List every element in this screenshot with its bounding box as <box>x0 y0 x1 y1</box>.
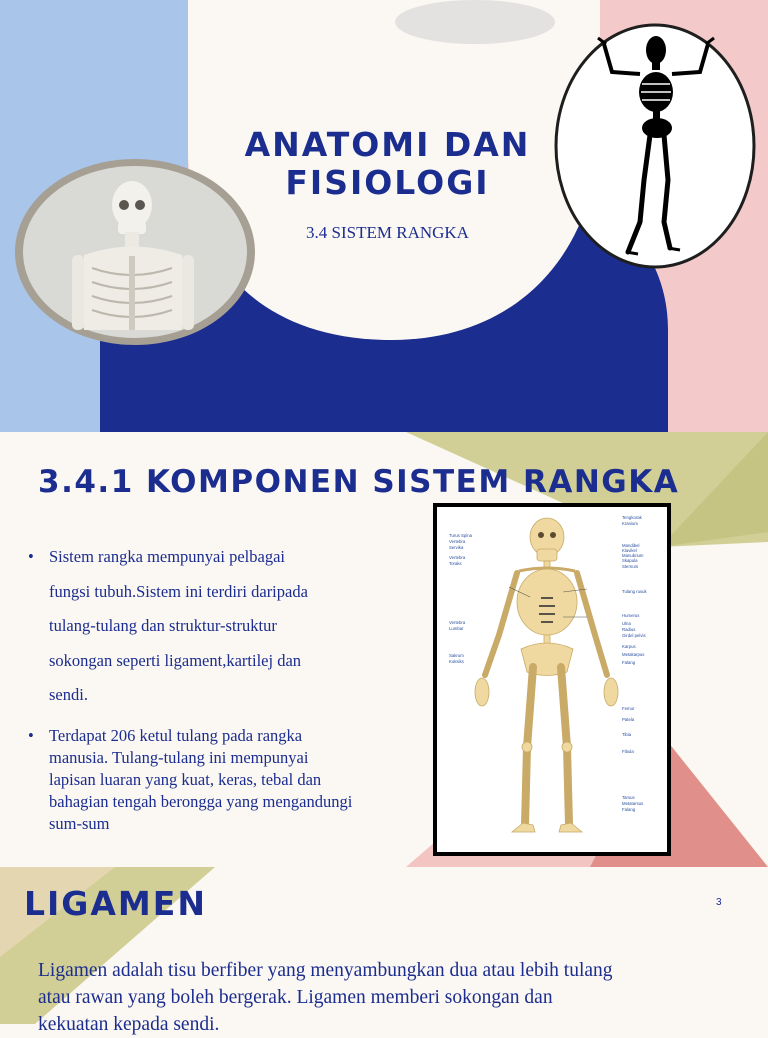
bullet-marker: • <box>28 547 34 566</box>
bullet1-line: Sistem rangka mempunyai pelbagai <box>49 547 285 566</box>
component-slide <box>0 432 768 867</box>
bullet2-line: manusia. Tulang-tulang ini mempunyai <box>49 747 309 767</box>
diagram-label: Tengkorak <box>622 515 642 520</box>
bullet-item-2 <box>28 725 408 835</box>
diagram-label: Manubrium <box>622 553 644 558</box>
bullet2-line: Terdapat 206 ketul tulang pada rangka <box>49 725 303 745</box>
diagram-label: Klavikel <box>622 548 637 553</box>
diagram-label: Humerus <box>622 613 640 618</box>
diagram-label: Metatarsus <box>622 801 644 806</box>
diagram-label: Tibia <box>622 732 632 737</box>
diagram-label: Skapula <box>622 558 638 563</box>
bullet1-line: sendi. <box>49 685 88 704</box>
bullet2-line: bahagian tengah berongga yang mengandungi <box>49 791 353 811</box>
diagram-label: Koksiks <box>449 659 464 664</box>
ligament-paragraph <box>38 957 738 1038</box>
diagram-label: Tulang rusuk <box>622 589 647 594</box>
blur-smudge <box>395 0 555 44</box>
bullet-marker: • <box>28 725 34 745</box>
skeleton-diagram-icon <box>437 507 667 852</box>
diagram-label: Toraks <box>449 561 462 566</box>
diagram-label: Metakarpus <box>622 652 645 657</box>
slide-title-line1: ANATOMI DAN <box>244 125 531 164</box>
diagram-label: Falang <box>622 660 636 665</box>
section-heading: 3.4.1 KOMPONEN SISTEM RANGKA <box>38 464 680 500</box>
title-slide-background <box>0 0 768 432</box>
diagram-label: Girdel pelvis <box>622 633 646 638</box>
diagram-label: Sternum <box>622 564 639 569</box>
paragraph-line: atau rawan yang boleh bergerak. Ligamen memberi sokongan dan <box>38 987 553 1008</box>
slide-subtitle: 3.4 SISTEM RANGKA <box>306 223 469 242</box>
diagram-label: Sakrum <box>449 653 464 658</box>
diagram-label: Tarsus <box>622 795 635 800</box>
bullet1-line: tulang-tulang dan struktur-struktur <box>49 616 277 635</box>
diagram-label: Femur <box>622 706 635 711</box>
page-number: 3 <box>716 897 722 908</box>
bullet-item-1 <box>28 540 408 713</box>
diagram-label: Lumbar <box>449 626 464 631</box>
diagram-label: Vertebra <box>449 555 466 560</box>
ligament-slide <box>0 867 768 1035</box>
diagram-label: Vertebra <box>449 620 466 625</box>
diagram-label: Ulna <box>622 621 631 626</box>
bullet1-line: fungsi tubuh.Sistem ini terdiri daripada <box>49 581 308 601</box>
diagram-label: Patela <box>622 717 635 722</box>
diagram-label: Mandibel <box>622 543 640 548</box>
title-slide <box>0 0 768 432</box>
diagram-label: Vertebra <box>449 539 466 544</box>
ligament-heading: LIGAMEN <box>24 884 207 923</box>
diagram-label: Falang <box>622 807 636 812</box>
bullet1-line: sokongan seperti ligament,kartilej dan <box>49 650 302 670</box>
bullet2-line: lapisan luaran yang kuat, keras, tebal dan <box>49 769 322 789</box>
paragraph-line: Ligamen adalah tisu berfiber yang menyambungkan dua atau lebih tulang <box>38 960 613 981</box>
diagram-label: Turus Spina <box>449 533 473 538</box>
skeleton-diagram <box>433 503 671 856</box>
bullet2-line: sum-sum <box>49 813 110 833</box>
bullet-list <box>28 540 408 835</box>
paragraph-line: kekuatan kepada sendi. <box>38 1014 220 1035</box>
diagram-label: Fibula <box>622 749 634 754</box>
diagram-label: Servika <box>449 545 464 550</box>
diagram-label: Radius <box>622 627 636 632</box>
diagram-label: Kranium <box>622 521 639 526</box>
diagram-label: Karpus <box>622 644 636 649</box>
slide-title-line2: FISIOLOGI <box>285 163 490 202</box>
